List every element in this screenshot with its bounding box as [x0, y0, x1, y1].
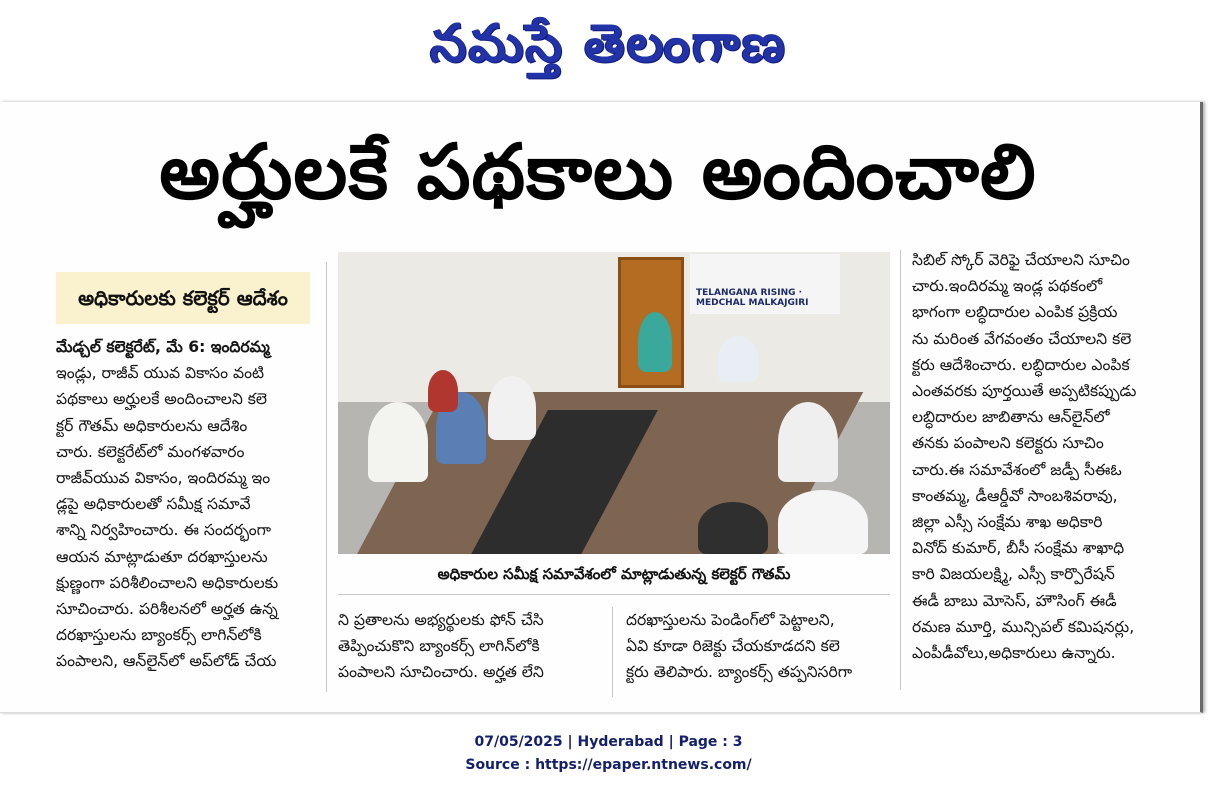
article-column-bottom-left	[338, 607, 600, 686]
caption-divider	[338, 594, 890, 595]
article-column-bottom-middle	[626, 607, 888, 686]
article-line: ఇండ్లు, రాజీవ్ యువ వికాసం వంటి	[56, 364, 265, 383]
article-line: తెప్పించుకొని బ్యాంకర్స్ లాగిన్‌లోకి	[338, 637, 540, 656]
footer-source: Source : https://epaper.ntnews.com/	[465, 757, 752, 773]
article-line: ను మరింత వేగవంతం చేయాలని కలె	[912, 329, 1132, 348]
article-column-left	[56, 334, 318, 675]
photo-person	[778, 402, 838, 482]
photo-person	[368, 402, 428, 482]
column-divider	[900, 250, 901, 690]
article-line: జిల్లా ఎస్సీ సంక్షేమ శాఖ అధికారి	[912, 513, 1103, 532]
article-line: పంపాలని సూచించారు. అర్హత లేని	[338, 663, 544, 682]
photo-banner-text: TELANGANA RISING · MEDCHAL MALKAJGIRI	[696, 288, 809, 308]
article-line: చారు.ఈ సమావేశంలో జడ్పీ సీఈఓ	[912, 460, 1122, 479]
article-line: క్షుణ్ణంగా పరిశీలించాలని అధికారులకు	[56, 573, 279, 592]
article-line: ఈడీ బాబు మోసెస్, హౌసింగ్ ఈడీ	[912, 591, 1117, 610]
headline: అర్హులకే పథకాలు అందించాలి	[159, 127, 1037, 216]
column-divider	[326, 262, 327, 692]
article-line: లబ్ధిదారుల జాబితాను ఆన్‌లైన్‌లో	[912, 408, 1110, 427]
photo-person	[718, 336, 758, 382]
photo-caption: అధికారుల సమీక్ష సమావేశంలో మాట్లాడుతున్న కలెక్టర్ గౌతమ్	[437, 565, 791, 583]
photo-person	[638, 312, 672, 372]
article-line: ఎంతవరకు పూర్తయితే అప్పటికప్పుడు	[912, 382, 1137, 401]
article-line: డ్లపై అధికారులతో సమీక్ష సమావే	[56, 495, 251, 514]
article-line: క్టర్ గౌతమ్ అధికారులను ఆదేశిం	[56, 416, 248, 435]
photo-banner	[690, 254, 840, 314]
article-line: ని ప్రతాలను అభ్యర్థులకు ఫోన్ చేసి	[338, 611, 544, 629]
article-line: కాంతమ్మ, డీఆర్డీవో సాంబశివరావు,	[912, 486, 1118, 505]
article-line: కారి విజయలక్ష్మి, ఎస్సీ కార్పొరేషన్	[912, 565, 1115, 584]
article-line: చారు. కలెక్టరేట్‌లో మంగళవారం	[56, 442, 245, 461]
photo-person	[698, 502, 768, 554]
article-line: తనకు పంపాలని కలెక్టరు సూచిం	[912, 434, 1104, 453]
article-line: పథకాలు అర్హులకే అందించాలని కలె	[56, 390, 267, 409]
article-photo	[338, 252, 890, 554]
article-line: ఎంపీడీవోలు,అధికారులు ఉన్నారు.	[912, 644, 1116, 663]
photo-person	[488, 376, 536, 440]
article-line: సూచించారు. పరిశీలనలో అర్హత ఉన్న	[56, 600, 278, 619]
subheadline: అధికారులకు కలెక్టర్ ఆదేశం	[56, 272, 310, 324]
article-line: ఆయన మాట్లాడుతూ దరఖాస్తులను	[56, 547, 268, 566]
masthead-logo	[0, 4, 1217, 84]
article-line: రాజీవ్‌యువ వికాసం, ఇందిరమ్మ ఇం	[56, 469, 271, 488]
article-line: వినోద్ కుమార్, బీసీ సంక్షేమ శాఖాధి	[912, 539, 1125, 558]
article-line: రమణ మూర్తి, మున్సిపల్ కమిషనర్లు,	[912, 617, 1135, 636]
article-line: దరఖాస్తులను పెండింగ్‌లో పెట్టాలని,	[626, 611, 835, 629]
article-line: క్టరు తెలిపారు. బ్యాంకర్స్ తప్పనిసరిగా	[626, 663, 853, 682]
footer-edition: 07/05/2025 | Hyderabad | Page : 3	[474, 734, 743, 750]
masthead-title: నమస్తే తెలంగాణ	[430, 14, 787, 74]
article-line: శాన్ని నిర్వహించారు. ఈ సందర్భంగా	[56, 521, 271, 540]
article-line: భాగంగా లబ్ధిదారుల ఎంపిక ప్రక్రియ	[912, 303, 1118, 322]
article-line: ఏవి కూడా రిజెక్టు చేయకూడదని కలె	[626, 637, 840, 656]
article-line: దరఖాస్తులను బ్యాంకర్స్ లాగిన్‌లోకి	[56, 626, 262, 645]
article-line: సిబిల్ స్కోర్ వెరిఫై చేయాలని సూచిం	[912, 251, 1130, 269]
article-line: క్టరు ఆదేశించారు. లబ్ధిదారుల ఎంపిక	[912, 355, 1130, 374]
article-column-right	[912, 247, 1176, 666]
newspaper-clipping	[0, 102, 1203, 713]
photo-person	[778, 490, 868, 554]
article-line: చారు.ఇందిరమ్మ ఇండ్ల పథకంలో	[912, 277, 1103, 296]
photo-person	[428, 370, 458, 412]
column-divider	[612, 607, 613, 697]
article-line: పంపాలని, ఆన్‌లైన్‌లో అప్‌లోడ్ చేయ	[56, 652, 277, 671]
article-line: మేడ్చల్ కలెక్టరేట్, మే 6: ఇందిరమ్మ	[56, 338, 270, 356]
